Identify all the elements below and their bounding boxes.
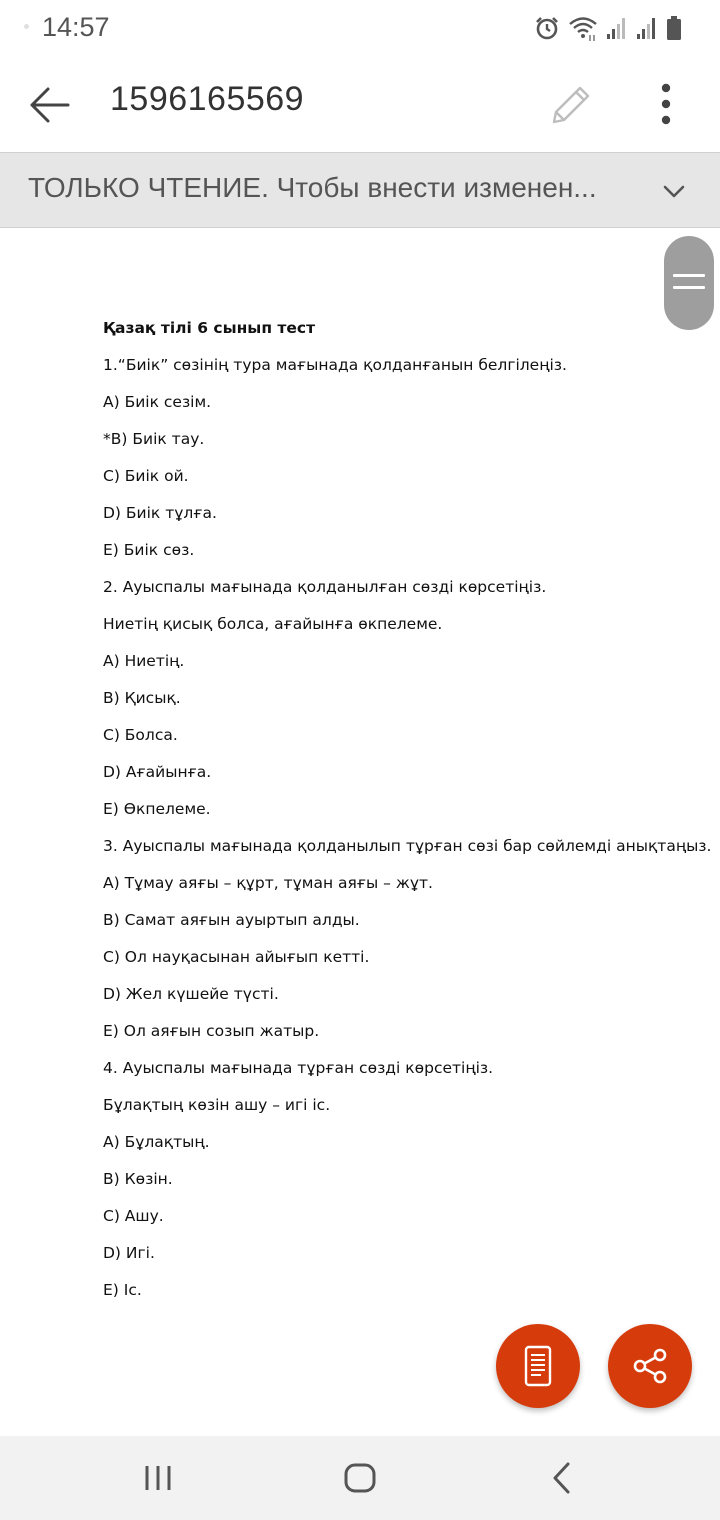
pencil-icon <box>540 76 596 132</box>
share-icon <box>630 1346 670 1386</box>
signal-icon <box>606 16 628 40</box>
more-options-button[interactable] <box>640 76 692 132</box>
document-line: 1.“Биік” сөзінің тура мағынада қолданғанын белгілеңіз. <box>103 356 567 374</box>
document-line: Е) Ол аяғын созып жатыр. <box>103 1022 320 1040</box>
document-line: Е) Биік сөз. <box>103 541 195 559</box>
document-line: D) Игі. <box>103 1244 155 1262</box>
document-line: Е) Өкпелеме. <box>103 800 211 818</box>
battery-icon <box>666 15 682 41</box>
document-line: Е) Іс. <box>103 1281 142 1299</box>
document-line: С) Ол науқасынан айығып кетті. <box>103 948 370 966</box>
document-line: D) Биік тұлға. <box>103 504 217 522</box>
chevron-down-icon[interactable] <box>660 177 688 205</box>
back-button[interactable] <box>22 78 76 132</box>
document-line: А) Бұлақтың. <box>103 1133 210 1151</box>
document-line: С) Биік ой. <box>103 467 189 485</box>
status-bar <box>0 0 720 56</box>
read-only-text: ТОЛЬКО ЧТЕНИЕ. Чтобы внести изменен... <box>28 172 597 203</box>
nav-back-icon <box>542 1458 582 1498</box>
scroll-handle[interactable] <box>664 236 714 330</box>
document-line: С) Ашу. <box>103 1207 164 1225</box>
status-time: 14:57 <box>42 12 110 42</box>
document-line: В) Самат аяғын ауыртып алды. <box>103 911 360 929</box>
document-line: D) Ағайынға. <box>103 763 212 781</box>
document-viewer[interactable] <box>0 229 720 1436</box>
document-line: *В) Биік тау. <box>103 430 205 448</box>
back-arrow-icon <box>22 78 76 132</box>
document-line: Бұлақтың көзін ашу – игі іс. <box>103 1096 331 1114</box>
document-content <box>103 317 712 1316</box>
share-button[interactable] <box>608 1324 692 1408</box>
document-line: Ниетің қисық болса, ағайынға өкпелеме. <box>103 615 443 633</box>
edit-button[interactable] <box>540 76 596 132</box>
document-line: С) Болса. <box>103 726 178 744</box>
system-nav-bar <box>0 1436 720 1520</box>
document-line: 3. Ауыспалы мағынада қолданылып тұрған сөзі бар сөйлемді анықтаңыз. <box>103 837 712 855</box>
wifi-icon <box>568 15 598 41</box>
document-title: 1596165569 <box>110 80 305 118</box>
signal-icon-2 <box>636 16 658 40</box>
alarm-icon <box>534 15 560 41</box>
document-line: В) Қисық. <box>103 689 181 707</box>
document-line: 4. Ауыспалы мағынада тұрған сөзді көрсетіңіз. <box>103 1059 494 1077</box>
home-button[interactable] <box>340 1458 380 1498</box>
document-line: В) Көзін. <box>103 1170 173 1188</box>
scroll-handle-grip-top <box>673 274 705 277</box>
recent-apps-icon <box>138 1458 178 1498</box>
document-line: 2. Ауыспалы мағынада қолданылған сөзді көрсетіңіз. <box>103 578 547 596</box>
document-line: А) Ниетің. <box>103 652 185 670</box>
notification-dot <box>24 24 29 29</box>
document-line: D) Жел күшейе түсті. <box>103 985 279 1003</box>
recent-apps-button[interactable] <box>138 1458 178 1498</box>
document-line: А) Биік сезім. <box>103 393 212 411</box>
document-heading: Қазақ тілі 6 сынып тест <box>103 319 316 337</box>
scroll-handle-grip-bottom <box>673 286 705 289</box>
reading-mode-icon <box>521 1345 555 1387</box>
more-vert-icon <box>640 76 692 132</box>
reading-mode-button[interactable] <box>496 1324 580 1408</box>
read-only-banner[interactable] <box>0 152 720 228</box>
document-line: А) Тұмау аяғы – құрт, тұман аяғы – жұт. <box>103 874 433 892</box>
app-bar <box>0 56 720 152</box>
home-icon <box>340 1458 380 1498</box>
status-icons <box>534 14 682 42</box>
nav-back-button[interactable] <box>542 1458 582 1498</box>
